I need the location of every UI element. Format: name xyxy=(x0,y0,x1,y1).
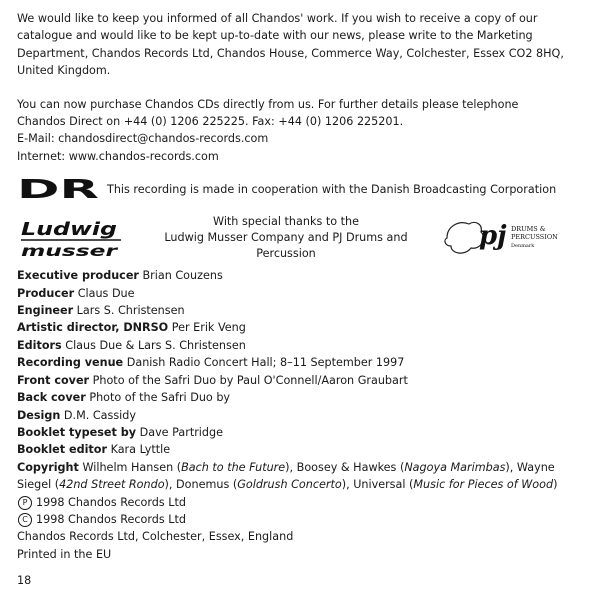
work-title: Music for Pieces of Wood xyxy=(413,478,554,492)
credit-recording-venue xyxy=(17,354,587,371)
email-line: E-Mail: chandosdirect@chandos-records.com xyxy=(17,132,269,146)
credit-label: Executive producer xyxy=(17,269,139,283)
work-title: Bach to the Future xyxy=(181,460,286,474)
page-number: 18 xyxy=(17,574,32,587)
copyright-symbol-icon: C xyxy=(18,513,32,527)
credit-value: Dave Partridge xyxy=(139,425,224,439)
work-title: Nagoya Marimbas xyxy=(404,460,506,474)
dr-statement: This recording is made in cooperation with the Danish Broadcasting Corporation xyxy=(107,182,557,196)
credit-label: Recording venue xyxy=(17,356,124,370)
pj-denmark-text: Denmark xyxy=(511,243,535,250)
credit-label: Artistic director, DNRSO xyxy=(17,321,169,335)
copyright-text: Wilhelm Hansen ( xyxy=(82,460,182,474)
credit-front-cover xyxy=(17,372,587,389)
purchase-paragraph xyxy=(17,96,587,166)
credit-label: Front cover xyxy=(17,373,90,387)
credit-value: Claus Due & Lars S. Christensen xyxy=(65,338,246,352)
credit-engineer xyxy=(17,302,587,319)
printed-in: Printed in the EU xyxy=(17,547,112,561)
purchase-line-1: You can now purchase Chandos CDs directly from us. For further details please telephone xyxy=(17,97,519,111)
credit-executive-producer xyxy=(17,267,587,284)
credit-label: Copyright xyxy=(17,460,79,474)
pj-logo-letters: pj xyxy=(479,221,507,252)
dr-logo xyxy=(17,177,101,201)
work-title: Goldrush Concerto xyxy=(237,478,342,492)
special-thanks-row xyxy=(17,215,587,261)
dr-logo-text: DR xyxy=(17,177,99,202)
pj-drums-logo xyxy=(441,216,561,260)
purchase-line-2: Chandos Direct on +44 (0) 1206 225225. Fax: +44 (0) 1206 225201. xyxy=(17,115,404,129)
pj-animal-icon xyxy=(445,223,483,254)
ludwig-musser-logo xyxy=(17,216,127,260)
credit-value: Lars S. Christensen xyxy=(76,304,185,318)
musser-logo-text: musser xyxy=(21,242,120,261)
credit-label: Booklet typeset by xyxy=(17,425,137,439)
credit-value: Danish Radio Concert Hall; 8–11 September 1997 xyxy=(126,356,405,370)
credit-copyright xyxy=(17,459,587,494)
pj-percussion-text: PERCUSSION xyxy=(511,233,558,242)
credit-producer xyxy=(17,285,587,302)
booklet-page xyxy=(17,10,587,563)
credit-design xyxy=(17,407,587,424)
copyright-symbol-line xyxy=(17,511,587,528)
credit-editors xyxy=(17,337,587,354)
credit-artistic-director xyxy=(17,319,587,336)
dr-statement-row xyxy=(17,177,587,201)
work-title: 42nd Street Rondo xyxy=(59,478,165,492)
credit-value: Per Erik Veng xyxy=(171,321,246,335)
special-thanks-text xyxy=(141,214,431,262)
credit-value: D.M. Cassidy xyxy=(63,408,136,422)
credits-list xyxy=(17,267,587,563)
credit-label: Booklet editor xyxy=(17,443,107,457)
credit-back-cover xyxy=(17,389,587,406)
phonogram-symbol-icon: P xyxy=(18,496,32,510)
ludwig-logo-text: Ludwig xyxy=(21,219,118,241)
credit-value: Photo of the Safri Duo by Paul O'Connell/Aaron Graubart xyxy=(92,373,408,387)
phonographic-copyright-line xyxy=(17,494,587,511)
credit-value: Photo of the Safri Duo by xyxy=(89,391,231,405)
credit-booklet-typeset xyxy=(17,424,587,441)
copyright-line-text: 1998 Chandos Records Ltd xyxy=(36,512,186,526)
credit-label: Producer xyxy=(17,286,75,300)
copyright-text: ), Universal ( xyxy=(341,478,414,492)
credit-label: Editors xyxy=(17,338,62,352)
thanks-line-1: With special thanks to the xyxy=(213,215,359,229)
credit-value: Kara Lyttle xyxy=(110,443,171,457)
phonogram-text: 1998 Chandos Records Ltd xyxy=(36,495,186,509)
catalogue-paragraph: We would like to keep you informed of all Chandos' work. If you wish to receive a copy of our catalogue and would like to be kept up-to-date with our news, please write to the Marketing Department, Chandos Records Ltd, Chandos House, Commerce Way, Colchester, Essex CO2 8HQ, United Kingdom. xyxy=(17,12,564,78)
copyright-text: ), Wayne Siegel ( xyxy=(17,460,555,492)
credit-label: Design xyxy=(17,408,61,422)
credit-label: Engineer xyxy=(17,304,74,318)
copyright-text: ), Boosey & Hawkes ( xyxy=(285,460,405,474)
pj-drums-text: DRUMS & xyxy=(511,225,546,234)
credit-value: Brian Couzens xyxy=(142,269,223,283)
credit-label: Back cover xyxy=(17,391,86,405)
publisher-address: Chandos Records Ltd, Colchester, Essex, England xyxy=(17,530,294,544)
credit-value: Claus Due xyxy=(77,286,135,300)
credit-booklet-editor xyxy=(17,441,587,458)
copyright-text: ), Donemus ( xyxy=(164,478,238,492)
copyright-text: ) xyxy=(553,478,558,492)
internet-line: Internet: www.chandos-records.com xyxy=(17,149,219,163)
thanks-line-2: Ludwig Musser Company and PJ Drums and Percussion xyxy=(164,231,408,261)
